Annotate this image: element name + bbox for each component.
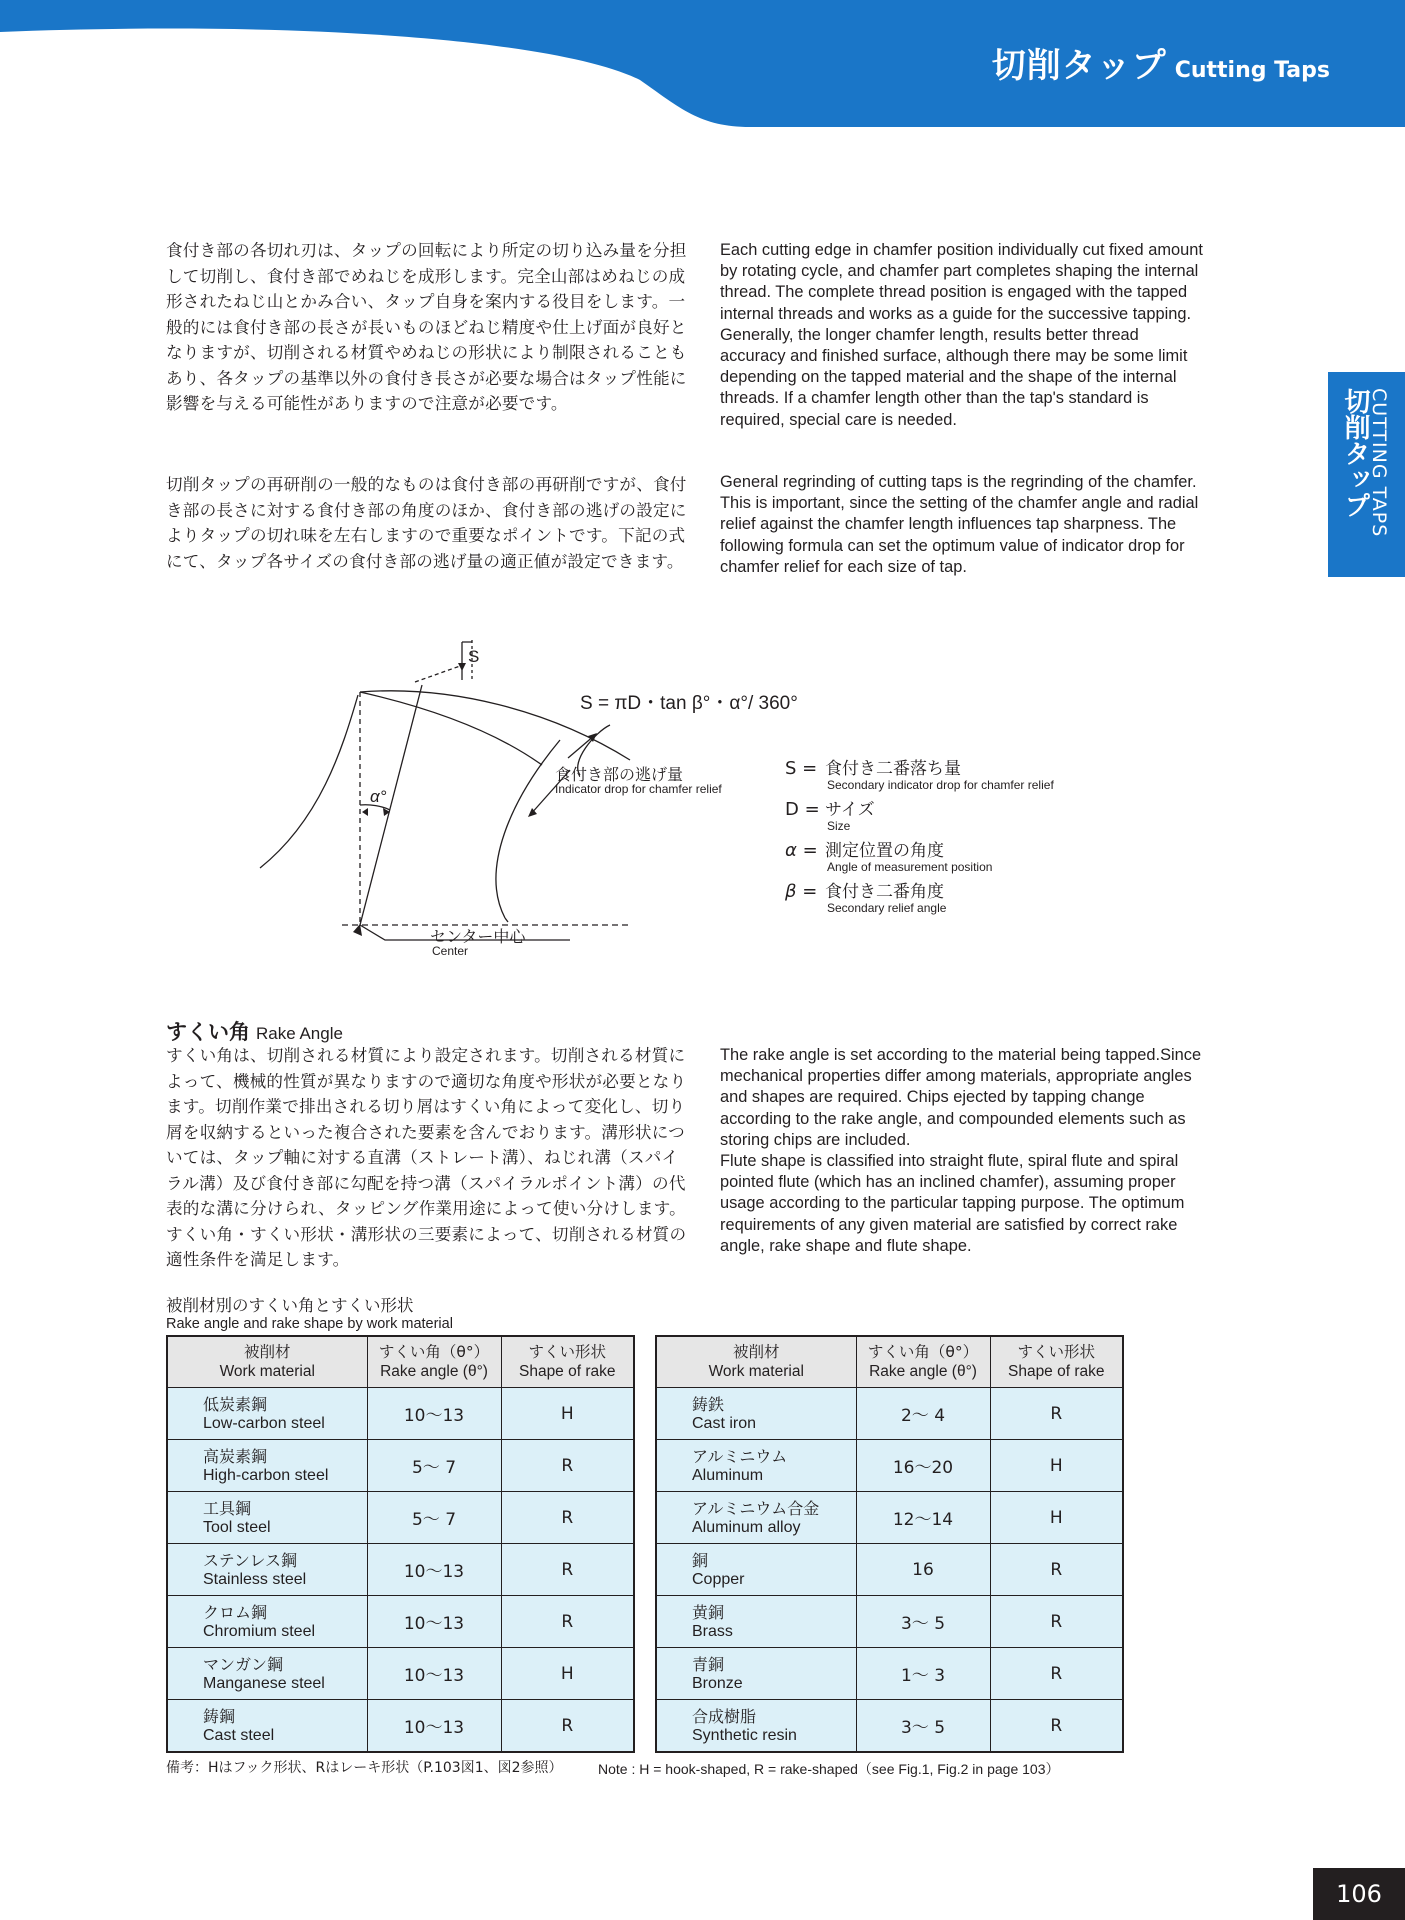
angle-cell: 1～ 3	[856, 1648, 990, 1700]
header-shape-of-rake	[501, 1336, 634, 1388]
side-tab-jp: 切削タップ	[1340, 388, 1370, 518]
angle-cell: 10～13	[367, 1388, 501, 1440]
header-en: Rake angle (θ°)	[869, 1363, 977, 1380]
table-row	[656, 1596, 1123, 1648]
chamfer-en-line: internal threads and works as a guide for the successive tapping.	[720, 304, 1192, 323]
legend-en: Secondary indicator drop for chamfer relief	[827, 778, 1054, 792]
material-jp: 高炭素鋼	[203, 1446, 268, 1466]
chamfer-relief-diagram	[250, 640, 1100, 970]
legend-symbol: D =	[785, 799, 820, 820]
angle-cell: 10～13	[367, 1648, 501, 1700]
chamfer-text-jp: 食付き部の各切れ刃は、タップの回転により所定の切り込み量を分担して切削し、食付き部でめねじを成形します。完全山部はめねじの成形されたねじ山とかみ合い、タップ自身を案内する役目をします。一般的には食付き部の長さが長いものほどねじ精度や仕上げ面が良好となりますが、切削される材質やめねじの形状により制限されることもあり、各タップの基準以外の食付き長さが必要な場合はタップ性能に影響を与える可能性がありますので注意が必要です。	[166, 241, 687, 413]
material-en: Cast steel	[203, 1726, 275, 1744]
center-label-en: Center	[432, 944, 469, 958]
side-tab-en: CUTTING TAPS	[1368, 388, 1390, 538]
rake-title-en: Rake Angle	[256, 1024, 343, 1043]
angle-cell: 12～14	[856, 1492, 990, 1544]
chamfer-text-en	[720, 240, 1310, 431]
header-en: Shape of rake	[1007, 1363, 1105, 1380]
material-jp: 合成樹脂	[692, 1706, 757, 1726]
angle-cell: 5～ 7	[367, 1492, 501, 1544]
chamfer-en-line: thread. The complete thread position is engaged with the tapped	[720, 283, 1188, 302]
header-title	[992, 38, 1330, 87]
table-row	[167, 1492, 634, 1544]
chamfer-en-line: required, special care is needed.	[720, 410, 957, 429]
rake-table-right	[655, 1335, 1124, 1753]
regrind-text-jp: 切削タップの再研削の一般的なものは食付き部の再研削ですが、食付き部の長さに対する食付き部の角度のほか、食付き部の逃げの設定によりタップの切れ味を左右しますので重要なポイントです。下記の式にて、タップ各サイズの食付き部の逃げ量の適正値が設定できます。	[166, 475, 687, 571]
s-label: S	[468, 647, 480, 666]
chamfer-en-line: Each cutting edge in chamfer position individually cut fixed amount	[720, 241, 1203, 259]
header-title-en: Cutting Taps	[1174, 58, 1330, 83]
header-en: Work material	[708, 1363, 804, 1380]
chamfer-en-line: threads. If a chamfer length other than the tap's standard is	[720, 389, 1149, 408]
material-cell	[167, 1596, 367, 1648]
rake-en-line: usage according to the particular tapping purpose. The optimum	[720, 1194, 1185, 1213]
header-en: Work material	[219, 1363, 315, 1380]
header-rake-angle	[856, 1336, 990, 1388]
page-number: 106	[1313, 1868, 1405, 1920]
header-jp: すくい角（θ°）	[378, 1343, 490, 1361]
relief-label-jp: 食付き部の逃げ量	[555, 765, 684, 784]
material-jp: 銅	[692, 1550, 709, 1570]
center-label-jp: センター中心	[430, 927, 526, 946]
regrind-en-line: following formula can set the optimum value of indicator drop for	[720, 536, 1185, 555]
header-en: Shape of rake	[518, 1363, 616, 1380]
legend-en: Secondary relief angle	[827, 901, 947, 915]
legend-symbol: S =	[785, 758, 818, 779]
material-cell	[656, 1440, 856, 1492]
shape-cell: R	[990, 1700, 1123, 1753]
table-row	[167, 1596, 634, 1648]
rake-en-line: and shapes are required. Chips ejected by tapping change	[720, 1088, 1145, 1107]
material-en: Bronze	[692, 1674, 743, 1692]
header-jp: 被削材	[243, 1343, 291, 1361]
regrind-en-line: chamfer relief for each size of tap.	[720, 557, 967, 576]
rake-en-line: mechanical properties differ among materials, appropriate angles	[720, 1067, 1192, 1086]
material-jp: アルミニウム	[692, 1446, 788, 1466]
material-cell	[167, 1648, 367, 1700]
rake-en-line: according to the rake angle, and compounded elements such as	[720, 1109, 1186, 1128]
shape-cell: R	[501, 1492, 634, 1544]
side-tab	[1328, 372, 1405, 577]
shape-cell: R	[501, 1440, 634, 1492]
material-en: Chromium steel	[203, 1622, 316, 1640]
formula: S = πD・tan β°・α°/ 360°	[580, 693, 798, 714]
material-cell	[656, 1492, 856, 1544]
relief-arc-lower	[360, 692, 542, 765]
legend-en: Angle of measurement position	[827, 860, 993, 874]
regrind-en-line: relief against the chamfer length influences tap sharpness. The	[720, 515, 1177, 534]
material-cell	[656, 1700, 856, 1753]
shape-cell: R	[990, 1388, 1123, 1440]
table-header-row	[656, 1336, 1123, 1388]
table-title-jp: 被削材別のすくい角とすくい形状	[166, 1296, 414, 1315]
material-jp: マンガン鋼	[203, 1654, 284, 1674]
material-cell	[656, 1544, 856, 1596]
chamfer-en-line: depending on the tapped material and the shape of the internal	[720, 368, 1177, 387]
table-row	[656, 1492, 1123, 1544]
angle-cell: 3～ 5	[856, 1700, 990, 1753]
shape-cell: H	[501, 1648, 634, 1700]
rake-en-line: The rake angle is set according to the material being tapped.Since	[720, 1046, 1202, 1064]
material-en: Low-carbon steel	[203, 1414, 325, 1432]
material-cell	[167, 1700, 367, 1753]
table-title	[166, 1292, 453, 1332]
material-en: Synthetic resin	[692, 1726, 797, 1744]
table-title-en: Rake angle and rake shape by work material	[166, 1316, 453, 1332]
chamfer-en-line: accuracy and finished surface, although there may be some limit	[720, 347, 1188, 366]
chamfer-en-line: by rotating cycle, and chamfer part completes shaping the internal	[720, 262, 1199, 281]
shape-cell: R	[990, 1596, 1123, 1648]
material-en: Stainless steel	[203, 1570, 307, 1588]
material-en: Copper	[692, 1570, 745, 1588]
angle-cell: 3～ 5	[856, 1596, 990, 1648]
material-jp: 青銅	[692, 1654, 725, 1674]
chamfer-en-line: Generally, the longer chamfer length, results better thread	[720, 325, 1139, 344]
table-row	[167, 1648, 634, 1700]
material-cell	[167, 1544, 367, 1596]
table-row	[167, 1700, 634, 1753]
legend-symbol: α =	[785, 840, 818, 861]
angle-cell: 16～20	[856, 1440, 990, 1492]
material-cell	[167, 1388, 367, 1440]
rake-text-en	[720, 1045, 1310, 1257]
rake-en-line: pointed flute (which has an inclined chamfer), assuming proper	[720, 1173, 1176, 1192]
material-jp: 低炭素鋼	[203, 1394, 268, 1414]
legend-symbol: β =	[785, 881, 818, 902]
header-jp: 被削材	[732, 1343, 780, 1361]
shape-cell: R	[990, 1648, 1123, 1700]
legend-jp: サイズ	[825, 800, 875, 820]
material-en: Brass	[692, 1622, 733, 1640]
legend-en: Size	[827, 819, 851, 833]
table-row	[656, 1544, 1123, 1596]
rake-title-jp: すくい角	[166, 1020, 250, 1044]
table-row	[656, 1388, 1123, 1440]
shape-cell: H	[990, 1492, 1123, 1544]
header-work-material	[167, 1336, 367, 1388]
rake-en-line: storing chips are included.	[720, 1130, 911, 1149]
material-cell	[656, 1596, 856, 1648]
material-cell	[656, 1388, 856, 1440]
material-jp: ステンレス鋼	[203, 1550, 298, 1570]
angle-cell: 10～13	[367, 1544, 501, 1596]
rake-text-jp: すくい角は、切削される材質により設定されます。切削される材質によって、機械的性質が異なりますので適切な角度や形状が必要となります。切削作業で排出される切り屑はすくい角によって変化し、切り屑を収納するといった複合された要素を含んでおります。溝形状については、タップ軸に対する直溝（ストレート溝）、ねじれ溝（スパイラル溝）及び食付き部に勾配を持つ溝（スパイラルポイント溝）の代表的な溝に分けられ、タッピング作業用途によって使い分けします。すくい角・すくい形状・溝形状の三要素によって、切削される材質の適性条件を満足します。	[166, 1046, 687, 1269]
header-work-material	[656, 1336, 856, 1388]
rake-en-line: Flute shape is classified into straight flute, spiral flute and spiral	[720, 1152, 1179, 1171]
header-jp: すくい角（θ°）	[867, 1343, 979, 1361]
material-en: Aluminum alloy	[692, 1518, 801, 1536]
angle-cell: 10～13	[367, 1700, 501, 1753]
table-header-row	[167, 1336, 634, 1388]
rake-section-title	[166, 1016, 343, 1046]
rake-en-line: requirements of any given material are satisfied by correct rake	[720, 1215, 1178, 1234]
shape-cell: H	[990, 1440, 1123, 1492]
regrind-en-line: General regrinding of cutting taps is the regrinding of the chamfer.	[720, 473, 1197, 491]
relief-label-en: Indicator drop for chamfer relief	[555, 782, 722, 796]
legend	[784, 758, 1054, 915]
legend-jp: 測定位置の角度	[825, 841, 944, 861]
table-row	[656, 1700, 1123, 1753]
material-jp: 鋳鉄	[692, 1394, 725, 1414]
shape-cell: R	[501, 1544, 634, 1596]
header-en: Rake angle (θ°)	[380, 1363, 488, 1380]
flute-curve	[496, 740, 560, 918]
material-jp: 黄銅	[692, 1602, 725, 1622]
regrind-text-en	[720, 472, 1310, 578]
shape-cell: R	[501, 1596, 634, 1648]
table-row	[167, 1440, 634, 1492]
angle-cell: 10～13	[367, 1596, 501, 1648]
material-en: Manganese steel	[203, 1674, 325, 1692]
table-note-jp: 備考：Hはフック形状、Rはレーキ形状（P.103図1、図2参照）	[166, 1760, 563, 1776]
material-jp: クロム鋼	[203, 1602, 268, 1622]
outer-arc	[260, 695, 358, 868]
shape-cell: H	[501, 1388, 634, 1440]
angle-cell: 16	[856, 1544, 990, 1596]
table-row	[656, 1440, 1123, 1492]
angle-cell: 2～ 4	[856, 1388, 990, 1440]
legend-jp: 食付き二番角度	[825, 882, 944, 902]
table-note-en: Note : H = hook-shaped, R = rake-shaped（see Fig.1, Fig.2 in page 103）	[598, 1761, 1060, 1777]
rake-table-left	[166, 1335, 635, 1753]
material-en: Cast iron	[692, 1414, 757, 1432]
shape-cell: R	[990, 1544, 1123, 1596]
regrind-en-line: This is important, since the setting of the chamfer angle and radial	[720, 494, 1199, 513]
header-title-jp: 切削タップ	[991, 46, 1167, 86]
material-en: Tool steel	[203, 1518, 271, 1536]
header-jp: すくい形状	[1017, 1343, 1095, 1361]
material-en: Aluminum	[692, 1466, 764, 1484]
material-jp: アルミニウム合金	[692, 1498, 820, 1518]
header-jp: すくい形状	[528, 1343, 606, 1361]
table-row	[167, 1544, 634, 1596]
material-cell	[656, 1648, 856, 1700]
material-cell	[167, 1440, 367, 1492]
alpha-label: α°	[370, 787, 387, 806]
table-row	[167, 1388, 634, 1440]
header-shape-of-rake	[990, 1336, 1123, 1388]
angle-cell: 5～ 7	[367, 1440, 501, 1492]
shape-cell: R	[501, 1700, 634, 1753]
legend-jp: 食付き二番落ち量	[825, 759, 961, 779]
material-jp: 鋳鋼	[203, 1706, 236, 1726]
rake-en-line: angle, rake shape and flute shape.	[720, 1236, 972, 1255]
material-jp: 工具鋼	[203, 1498, 252, 1518]
material-en: High-carbon steel	[203, 1466, 329, 1484]
header-rake-angle	[367, 1336, 501, 1388]
table-row	[656, 1648, 1123, 1700]
material-cell	[167, 1492, 367, 1544]
